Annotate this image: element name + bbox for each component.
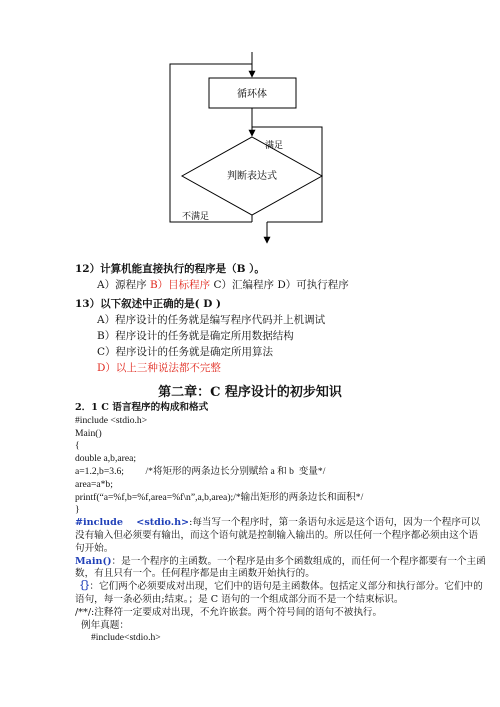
code-line: }	[75, 504, 80, 516]
brace-label: ｛｝	[75, 581, 90, 593]
loop-body-text: 循环体	[237, 89, 267, 100]
yes-label: 满足	[265, 141, 284, 151]
no-label: 不满足	[182, 212, 210, 222]
condition-text: 判断表达式	[227, 171, 277, 182]
q12-stem: 12）计算机能直接执行的程序是（B ）。	[75, 263, 265, 275]
q13-option-c: C）程序设计的任务就是确定所用算法	[97, 346, 274, 358]
q12-options	[75, 278, 485, 292]
q13-option-b: B）程序设计的任务就是确定所用数据结构	[97, 330, 294, 342]
code-line: area=a*b;	[75, 478, 113, 490]
loop-flowchart	[0, 0, 500, 260]
section-2-1	[75, 402, 487, 645]
brace-text: ：它们两个必须要成对出现，它们中的语句是主函数体。包括定义部分和执行部分。它们中的语句，每一条必须由;结束。；是 C 语句的一个组成部分而不是一个结束标识。	[75, 581, 483, 605]
section-heading: 2．1 C 语言程序的构成和格式	[75, 402, 209, 413]
q13-stem: 13）以下叙述中正确的是( D )	[75, 298, 221, 310]
q12-option-b: B）目标程序	[149, 279, 211, 291]
include-label: #include <stdio.h>	[75, 517, 190, 529]
code-line: printf(“a=%f,b=%f,area=%f\n”,a,b,area);/*输出矩形的两条边长和面积*/	[75, 491, 364, 503]
main-paragraph	[75, 556, 487, 582]
code-line: a=1.2,b=3.6; /*将矩形的两条边长分别赋给 a 和 b 变量*/	[75, 465, 326, 477]
question-13	[75, 297, 485, 375]
code-line: double a,b,area;	[75, 453, 136, 465]
q12-option-a: A）源程序	[97, 279, 147, 291]
question-12	[75, 262, 485, 292]
include-paragraph	[75, 517, 487, 555]
q13-option-a: A）程序设计的任务就是编写程序代码并上机调试	[97, 314, 326, 326]
q12-option-cd: C）汇编程序 D）可执行程序	[213, 279, 349, 291]
main-text: ：是一个程序的主函数。一个程序是由多个函数组成的，而任何一个程序都要有一个主函数，有且只有一个。任何程序都是由主函数开始执行的。	[75, 555, 486, 580]
code-line: {	[75, 440, 80, 452]
include-text: :每当写一个程序时，第一条语句永远是这个语句，因为一个程序可以没有输入但必须要有输出，而这个语句就是控制输入输出的。所以任何一个程序都必须由这个语句开始。	[75, 517, 481, 554]
comment-paragraph: /**/:注释符一定要成对出现，不允许嵌套。两个符号间的语句不被执行。	[75, 606, 383, 618]
q13-option-d: D）以上三种说法都不完整	[97, 362, 221, 374]
chapter-title: 第二章：C 程序设计的初步知识	[158, 385, 342, 400]
code-line: #include <stdio.h>	[75, 414, 148, 426]
example-line: #include<stdio.h>	[91, 632, 161, 644]
example-heading: 例年真题：	[81, 619, 129, 631]
code-line: Main()	[75, 427, 102, 439]
main-label: Main()	[75, 555, 112, 567]
brace-paragraph	[75, 581, 487, 607]
